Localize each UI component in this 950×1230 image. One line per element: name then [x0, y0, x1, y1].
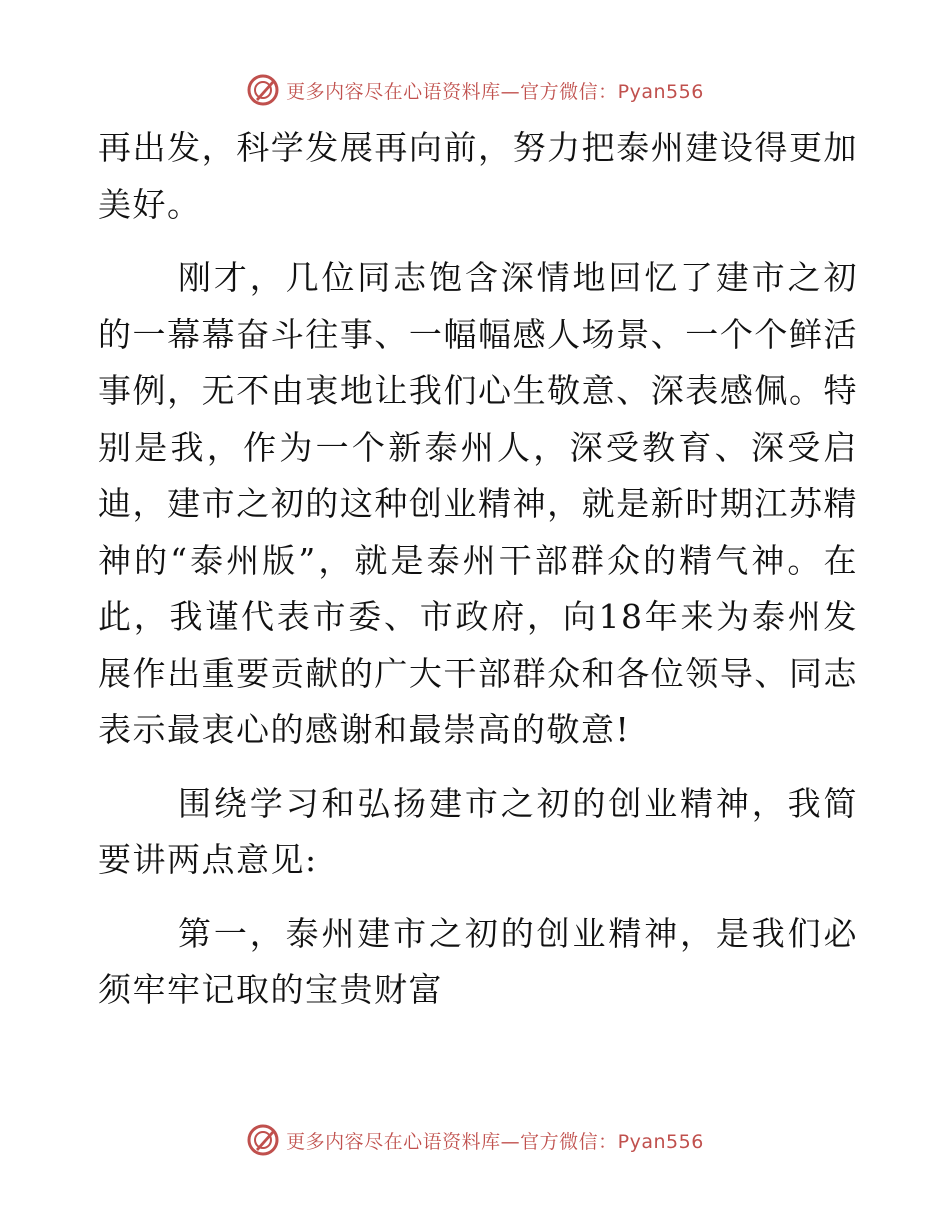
paragraph-4: 第一，泰州建市之初的创业精神，是我们必须牢牢记取的宝贵财富 [98, 913, 858, 1009]
footer-watermark [0, 1120, 950, 1160]
watermark-text: 更多内容尽在心语资料库—官方微信：Pyan556 [286, 80, 704, 103]
watermark-logo-icon [246, 1123, 280, 1157]
document-body [98, 120, 858, 1036]
header-watermark [0, 70, 950, 110]
paragraph-1: 再出发，科学发展再向前，努力把泰州建设得更加美好。 [98, 128, 858, 224]
watermark-logo-icon [246, 73, 280, 107]
paragraph-3: 围绕学习和弘扬建市之初的创业精神，我简要讲两点意见: [98, 783, 858, 879]
watermark-text: 更多内容尽在心语资料库—官方微信：Pyan556 [286, 1130, 704, 1153]
paragraph-2: 刚才，几位同志饱含深情地回忆了建市之初的一幕幕奋斗往事、一幅幅感人场景、一个个鲜活事例，无不由衷地让我们心生敬意、深表感佩。特别是我，作为一个新泰州人，深受教育、深受启迪，建市之初的这种创业精神，就是新时期江苏精神的“泰州版”，就是泰州干部群众的精气神。在此，我谨代表市委、市政府，向18年来为泰州发展作出重要贡献的广大干部群众和各位领导、同志表示最衷心的感谢和最崇高的敬意! [98, 258, 858, 749]
